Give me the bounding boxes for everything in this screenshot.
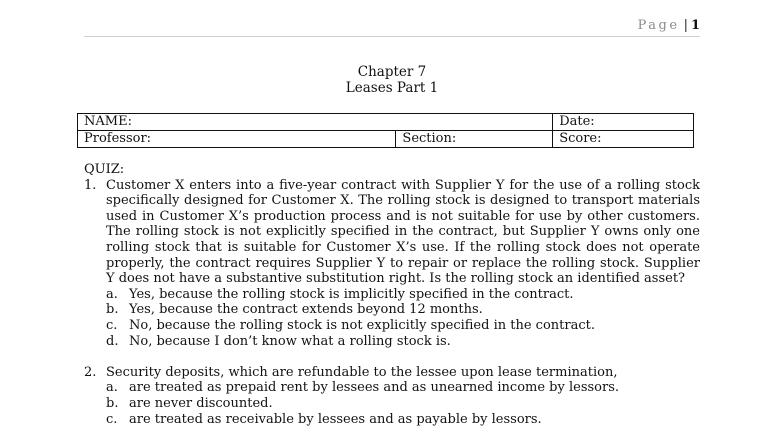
choice-letter: c. — [106, 317, 118, 333]
choice-b[interactable] — [106, 302, 700, 318]
section-label: Section: — [402, 131, 457, 146]
page-separator: | — [683, 18, 688, 33]
choice-letter: d. — [106, 333, 119, 349]
choice-b[interactable] — [106, 396, 700, 412]
question-2 — [84, 365, 700, 427]
choice-text: No, because I don’t know what a rolling stock is. — [129, 333, 451, 349]
choice-text: Yes, because the contract extends beyond 12 months. — [129, 302, 483, 318]
student-info-table — [77, 113, 694, 148]
choice-text: No, because the rolling stock is not explicitly specified in the contract. — [129, 317, 595, 333]
choice-a[interactable] — [106, 287, 700, 303]
date-label: Date: — [559, 114, 595, 129]
question-number: 2. — [84, 364, 97, 380]
question-1 — [84, 178, 700, 350]
question-spacer — [84, 349, 700, 365]
choice-letter: b. — [106, 395, 119, 411]
page-number: 1 — [690, 18, 700, 33]
choice-letter: a. — [106, 286, 118, 302]
question-stem: Security deposits, which are refundable to the lessee upon lease termination, — [106, 364, 618, 380]
professor-cell[interactable] — [78, 131, 396, 148]
choice-text: are treated as prepaid rent by lessees and as unearned income by lessors. — [129, 380, 620, 396]
choice-text: are treated as receivable by lessees and as payable by lessors. — [129, 411, 542, 427]
choice-c[interactable] — [106, 412, 700, 428]
page-header — [638, 18, 700, 33]
choice-c[interactable] — [106, 318, 700, 334]
choice-text: are never discounted. — [129, 395, 273, 411]
page-word: Page — [637, 18, 680, 33]
choice-text: Yes, because the rolling stock is implicitly specified in the contract. — [129, 286, 574, 302]
choice-letter: c. — [106, 411, 118, 427]
quiz-label: QUIZ: — [84, 162, 125, 177]
question-stem: Customer X enters into a five-year contract with Supplier Y for the use of a rolling stock specifically designed for Customer X. The rolling stock is designed to transport materials used in Customer X’s production process and is not suitable for use by other customers. The rolling stock is not explicitly specified in the contract, but Supplier Y owns only one rolling stock that is suitable for Customer X’s use. If the rolling stock does not operate properly, the contract requires Supplier Y to repair or replace the rolling stock. Supplier Y does not have a substantive substitution right. Is the rolling stock an identified asset? — [106, 177, 700, 287]
chapter-title: Chapter 7 — [357, 64, 427, 80]
choice-letter: b. — [106, 302, 119, 318]
name-label: NAME: — [84, 114, 132, 129]
choice-d[interactable] — [106, 334, 700, 350]
chapter-subtitle: Leases Part 1 — [345, 80, 439, 96]
header-rule — [84, 36, 700, 37]
section-cell[interactable] — [396, 131, 553, 148]
choice-letter: a. — [106, 380, 118, 396]
score-label: Score: — [559, 131, 602, 146]
title-block — [0, 64, 784, 96]
question-number: 1. — [84, 177, 97, 193]
quiz-section — [84, 162, 700, 427]
date-cell[interactable] — [553, 114, 694, 131]
professor-label: Professor: — [84, 131, 152, 146]
score-cell[interactable] — [553, 131, 694, 148]
name-cell[interactable] — [78, 114, 553, 131]
choice-a[interactable] — [106, 380, 700, 396]
